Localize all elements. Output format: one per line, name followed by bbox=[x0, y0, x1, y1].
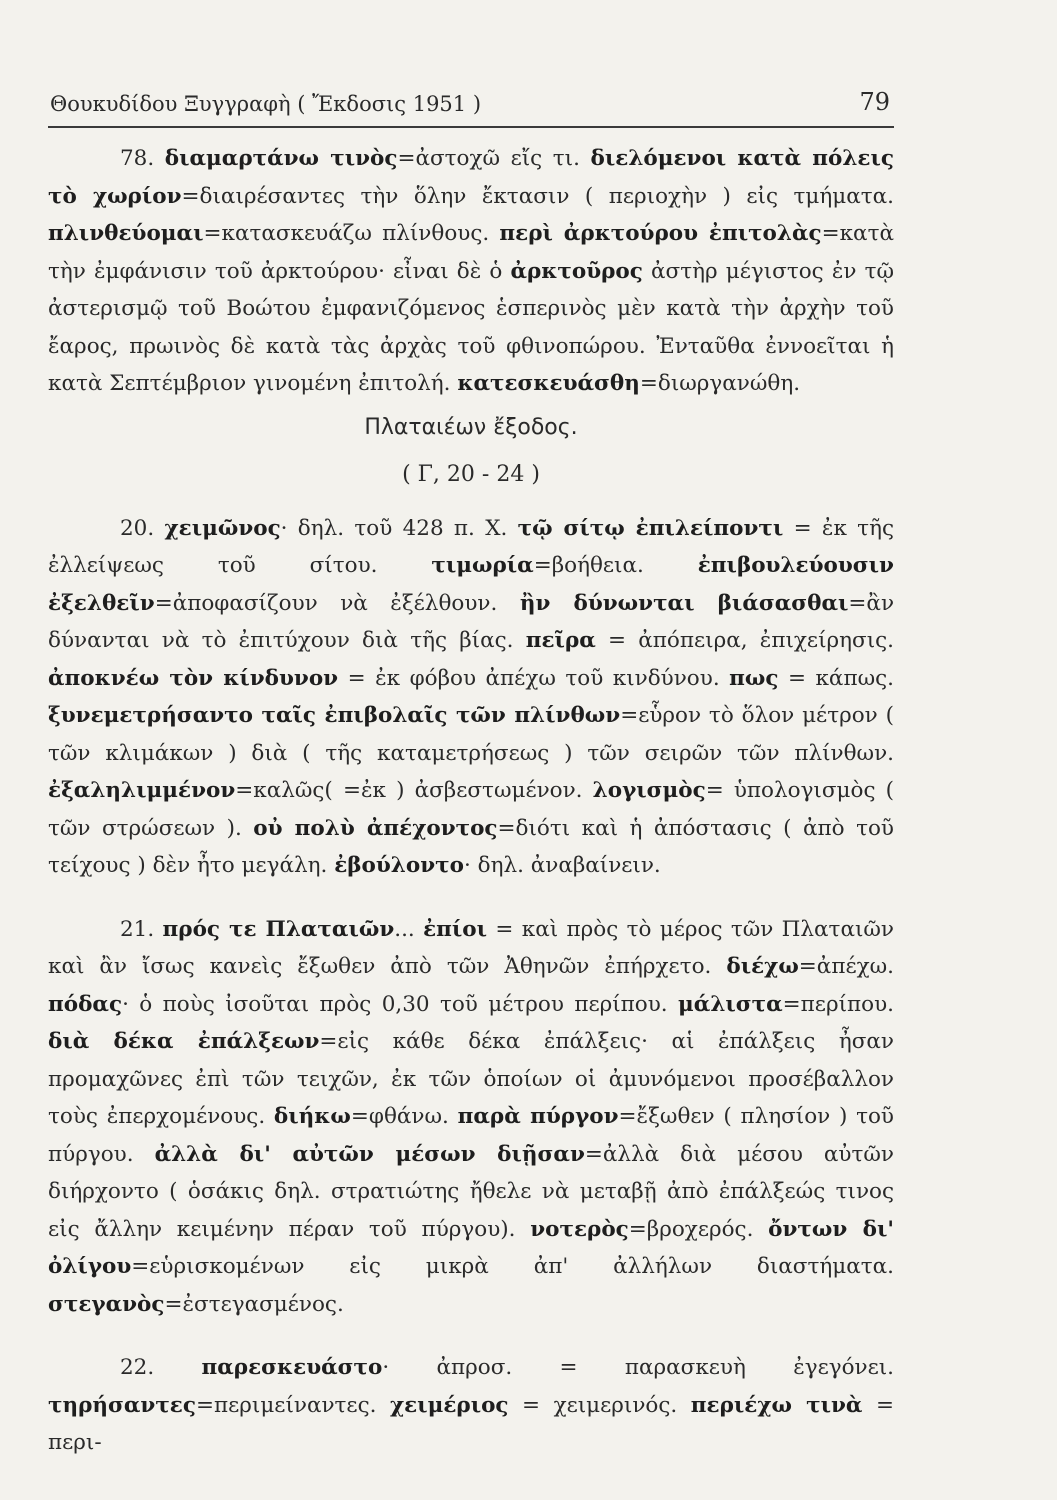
gloss-text: 78. bbox=[120, 146, 165, 171]
lemma: ἐπίοι bbox=[423, 916, 488, 942]
gloss-text: =εἰς κάθε δέκα ἐπάλξεις· αἱ ἐπάλξεις ἦσαν προμαχῶνες ἐπὶ τῶν τειχῶν, ἐκ τῶν ὁποίων οἱ ἀμυνόμενοι προσέβαλλον τοὺς ἐπερχομένους. bbox=[48, 1029, 894, 1129]
section-reference: ( Γ, 20 - 24 ) bbox=[402, 462, 540, 487]
gloss-text: = ἐκ τῆς ἐλλείψεως τοῦ σίτου. bbox=[48, 515, 894, 578]
gloss-text: ἀστὴρ μέγιστος ἐν τῷ ἀστερισμῷ τοῦ Βοώτου ἐμφανιζόμενος ἑσπερινὸς μὲν κατὰ τὴν ἀρχὴν τοῦ ἔαρος, πρωινὸς δὲ κατὰ τὰς ἀρχὰς τοῦ φθινοπώρου. Ἐνταῦθα ἐννοεῖται ἡ κατὰ Σεπτέμβριον γινομένη ἐπιτολή. bbox=[48, 258, 894, 396]
gloss-text: 21. bbox=[120, 916, 163, 942]
gloss-text: =περιμείναντες. bbox=[195, 1392, 390, 1418]
note-22 bbox=[48, 1349, 894, 1462]
gloss-text: = ἐκ φόβου ἀπέχω τοῦ κινδύνου. bbox=[338, 665, 730, 691]
lemma: λογισμὸς bbox=[592, 778, 706, 803]
lemma: περιέχω τινὰ bbox=[690, 1392, 863, 1418]
lemma: περὶ ἀρκτούρου ἐπιτολὰς bbox=[499, 221, 822, 246]
lemma: κατεσκευάσθη bbox=[457, 371, 640, 396]
gloss-text: · ὁ ποὺς ἰσοῦται πρὸς 0,30 τοῦ μέτρου περίπου. bbox=[122, 991, 679, 1017]
gloss-text: · δηλ. ἀναβαίνειν. bbox=[463, 853, 661, 878]
lemma: τῷ σίτῳ ἐπιλείποντι bbox=[517, 515, 784, 541]
gloss-text: = ἀπόπειρα, ἐπιχείρησις. bbox=[595, 628, 895, 653]
lemma: διὰ δέκα ἐπάλξεων bbox=[48, 1029, 320, 1054]
gloss-text: =διαιρέσαντες τὴν ὅλην ἔκτασιν ( περιοχὴν ) εἰς τμήματα. bbox=[181, 183, 894, 209]
commentary-body bbox=[48, 140, 894, 1462]
lemma: πρός τε Πλαταιῶν bbox=[162, 916, 395, 942]
section-title: Πλαταιέων ἔξοδος. bbox=[364, 414, 578, 440]
lemma: παρεσκευάστο bbox=[201, 1355, 383, 1380]
gloss-text: =εὗρον τὸ ὅλον μέτρον ( τῶν κλιμάκων ) διὰ ( τῆς καταμετρήσεως ) τῶν σειρῶν τῶν πλίνθων. bbox=[48, 703, 894, 766]
lemma: τηρήσαντες bbox=[48, 1392, 196, 1418]
lemma: νοτερὸς bbox=[530, 1216, 629, 1242]
lemma: διελόμενοι κατὰ πόλεις τὸ χωρίον bbox=[48, 146, 894, 209]
lemma: πεῖρα bbox=[525, 628, 596, 653]
lemma: ἐβούλοντο bbox=[334, 853, 464, 878]
gloss-text: =κατασκευάζω πλίνθους. bbox=[203, 221, 500, 246]
header-rule bbox=[48, 126, 894, 128]
gloss-text: =ἂν δύνανται νὰ τὸ ἐπιτύχουν διὰ τῆς βίας. bbox=[48, 590, 895, 653]
gloss-text: ... bbox=[394, 916, 424, 942]
lemma: ξυνεμετρήσαντο ταῖς ἐπιβολαῖς τῶν πλίνθων bbox=[48, 703, 621, 728]
running-header bbox=[50, 88, 890, 116]
gloss-text: =βοήθεια. bbox=[533, 553, 698, 578]
lemma: οὐ πολὺ ἀπέχοντος bbox=[253, 815, 498, 841]
gloss-text: = κάπως. bbox=[778, 665, 894, 691]
gloss-text: =ἔξωθεν ( πλησίον ) τοῦ πύργου. bbox=[48, 1104, 895, 1167]
gloss-text: =εὑρισκομένων εἰς μικρὰ ἀπ' ἀλλήλων διαστήματα. bbox=[131, 1254, 894, 1279]
note-21 bbox=[48, 911, 894, 1324]
gloss-text: =φθάνω. bbox=[350, 1104, 458, 1129]
lemma: στεγανὸς bbox=[48, 1291, 165, 1317]
lemma: διέχω bbox=[726, 954, 799, 979]
lemma: ἀρκτοῦρος bbox=[510, 258, 643, 284]
gloss-text: =ἀστοχῶ εἴς τι. bbox=[397, 146, 591, 171]
page-number: 79 bbox=[859, 88, 890, 116]
lemma: διαμαρτάνω τινὸς bbox=[164, 146, 398, 171]
gloss-text: =ἀπέχω. bbox=[798, 954, 894, 979]
lemma: ἐξαληλιμμένον bbox=[48, 778, 236, 803]
gloss-text: =κατὰ τὴν ἐμφάνισιν τοῦ ἀρκτούρου· εἶναι δὲ ὁ bbox=[48, 221, 894, 284]
header-title: Θουκυδίδου Ξυγγραφὴ ( Ἔκδοσις 1951 ) bbox=[50, 92, 482, 116]
gloss-text: =βροχερός. bbox=[628, 1216, 769, 1242]
gloss-text: · δηλ. τοῦ 428 π. Χ. bbox=[280, 515, 518, 541]
lemma: πως bbox=[729, 665, 779, 691]
lemma: χειμῶνος bbox=[164, 515, 281, 541]
gloss-text: · ἀπροσ. = παρασκευὴ ἐγεγόνει. bbox=[382, 1355, 894, 1380]
gloss-text: 20. bbox=[120, 515, 165, 541]
lemma: χειμέριος bbox=[389, 1392, 509, 1418]
gloss-text: 22. bbox=[120, 1355, 202, 1380]
gloss-text: = καὶ πρὸς τὸ μέρος τῶν Πλαταιῶν καὶ ἂν ἴσως κανεὶς ἔξωθεν ἀπὸ τῶν Ἀθηνῶν ἐπήρχετο. bbox=[48, 916, 894, 979]
gloss-text: =διότι καὶ ἡ ἀπόστασις ( ἀπὸ τοῦ τείχους ) δὲν ἦτο μεγάλη. bbox=[48, 815, 894, 878]
gloss-text: = περι- bbox=[48, 1392, 894, 1455]
gloss-text: =ἐστεγασμένος. bbox=[164, 1291, 344, 1317]
gloss-text: =καλῶς( =ἐκ ) ἀσβεστωμένον. bbox=[235, 778, 593, 803]
lemma: πόδας bbox=[48, 991, 123, 1017]
lemma: παρὰ πύργον bbox=[457, 1104, 619, 1129]
lemma: πλινθεύομαι bbox=[48, 221, 204, 246]
gloss-text: =περίπου. bbox=[782, 991, 894, 1017]
gloss-text: =διωργανώθη. bbox=[639, 371, 801, 396]
lemma: ἀποκνέω τὸν κίνδυνον bbox=[48, 665, 339, 691]
lemma: ὄντων δι' ὀλίγου bbox=[48, 1216, 894, 1279]
lemma: ἢν δύνωνται βιάσασθαι bbox=[519, 590, 849, 616]
note-20 bbox=[48, 510, 894, 885]
gloss-text: =ἀποφασίζουν νὰ ἐξέλθουν. bbox=[154, 590, 520, 616]
gloss-text: = χειμερινός. bbox=[508, 1392, 691, 1418]
gloss-text: =ἀλλὰ διὰ μέσου αὐτῶν διήρχοντο ( ὁσάκις δηλ. στρατιώτης ἤθελε νὰ μεταβῇ ἀπὸ ἐπάλξεώς τινος εἰς ἄλλην κειμένην πέραν τοῦ πύργου). bbox=[48, 1141, 894, 1242]
lemma: ἐπιβουλεύουσιν ἐξελθεῖν bbox=[48, 553, 894, 616]
lemma: μάλιστα bbox=[678, 991, 783, 1017]
note-78 bbox=[48, 140, 894, 403]
lemma: διήκω bbox=[273, 1104, 351, 1129]
lemma: τιμωρία bbox=[431, 553, 534, 578]
lemma: ἀλλὰ δι' αὐτῶν μέσων διῇσαν bbox=[154, 1141, 585, 1167]
gloss-text: = ὑπολογισμὸς ( τῶν στρώσεων ). bbox=[48, 778, 895, 841]
